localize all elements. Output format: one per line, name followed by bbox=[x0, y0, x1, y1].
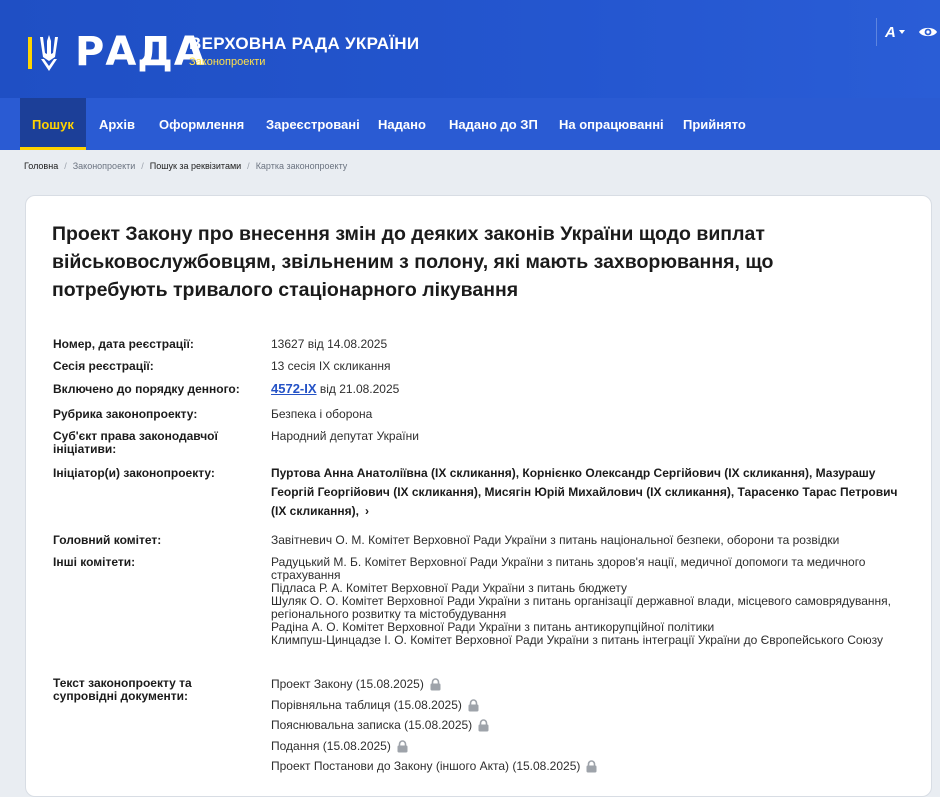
nav-item-processing[interactable]: На опрацюванні bbox=[559, 117, 664, 132]
site-header bbox=[0, 0, 940, 98]
doc-item-resolution[interactable] bbox=[271, 759, 597, 773]
initiators-list: Пуртова Анна Анатоліївна (IX скликання), Корнієнко Олександр Сергійович (IX скликання), Мазурашу Георгій Георгійович (IX скликання), Мисягін Юрій Михайлович (IX скликання), Тарасенко Тарас Петрович (IX скликання), bbox=[271, 466, 898, 518]
main-nav bbox=[0, 98, 940, 150]
font-size-button[interactable] bbox=[876, 18, 914, 46]
committee-item: Радіна А. О. Комітет Верховної Ради України з питань антикорупційної політики bbox=[271, 620, 715, 634]
session-label: Сесія реєстрації: bbox=[53, 359, 154, 373]
nav-item-archive[interactable]: Архів bbox=[99, 117, 135, 132]
lock-icon bbox=[397, 740, 408, 753]
doc-item-explanatory[interactable] bbox=[271, 718, 489, 732]
breadcrumb-current: Картка законопроекту bbox=[255, 161, 348, 171]
session-value: 13 сесія IX скликання bbox=[271, 359, 391, 373]
other-committees-label: Інші комітети: bbox=[53, 555, 136, 569]
breadcrumb-search[interactable]: Пошук за реквізитами bbox=[149, 161, 242, 171]
lock-icon bbox=[478, 719, 489, 732]
bill-title: Проект Закону про внесення змін до деяких законів України щодо виплат військовослужбовцям, звільненим з полону, які мають захворювання, що потребують тривалого стаціонарного лікування bbox=[52, 223, 774, 301]
breadcrumb-bills[interactable]: Законопроекти bbox=[72, 161, 136, 171]
breadcrumb-separator: / bbox=[141, 161, 144, 171]
breadcrumb-separator: / bbox=[64, 161, 67, 171]
main-committee-value: Завітневич О. М. Комітет Верховної Ради України з питань національної безпеки, оборони та розвідки bbox=[271, 533, 840, 547]
lock-icon bbox=[586, 760, 597, 773]
nav-item-submitted-zp[interactable]: Надано до ЗП bbox=[449, 117, 538, 132]
doc-link[interactable]: Проект Закону (15.08.2025) bbox=[271, 677, 424, 691]
main-committee-label: Головний комітет: bbox=[53, 533, 162, 547]
agenda-link[interactable]: 4572-IX bbox=[271, 381, 317, 396]
site-title[interactable]: ВЕРХОВНА РАДА УКРАЇНИ bbox=[189, 34, 420, 53]
initiators-label: Ініціатор(и) законопроекту: bbox=[53, 466, 215, 480]
logo-wordmark[interactable]: РАДА bbox=[75, 29, 206, 75]
reg-value: 13627 від 14.08.2025 bbox=[271, 337, 388, 351]
doc-link[interactable]: Проект Постанови до Закону (іншого Акта) (15.08.2025) bbox=[271, 759, 581, 773]
nav-item-search[interactable]: Пошук bbox=[20, 98, 86, 150]
nav-item-registered[interactable]: Зареєстровані bbox=[266, 117, 360, 132]
committee-item: Підласа Р. А. Комітет Верховної Ради України з питань бюджету bbox=[271, 581, 628, 595]
nav-item-formatting[interactable]: Оформлення bbox=[159, 117, 245, 132]
agenda-date: від 21.08.2025 bbox=[316, 382, 400, 396]
breadcrumb bbox=[24, 161, 347, 171]
doc-link[interactable]: Порівняльна таблиця (15.08.2025) bbox=[271, 698, 462, 712]
doc-item-submission[interactable] bbox=[271, 739, 408, 753]
subject-value: Народний депутат України bbox=[271, 429, 419, 443]
trident-icon[interactable] bbox=[28, 33, 70, 73]
doc-item-comparison[interactable] bbox=[271, 698, 479, 712]
chevron-right-icon[interactable]: › bbox=[365, 504, 370, 518]
other-committees-value bbox=[271, 556, 901, 647]
subject-label: Суб'єкт права законодавчої ініціативи: bbox=[53, 429, 218, 456]
committee-item: Шуляк О. О. Комітет Верховної Ради України з питань організації державної влади, місцевого самоврядування, регіонального розвитку та містобудування bbox=[271, 594, 891, 621]
site-subtitle[interactable]: Законопроекти bbox=[189, 56, 266, 68]
rubric-value: Безпека і оборона bbox=[271, 407, 373, 421]
nav-item-adopted[interactable]: Прийнято bbox=[683, 117, 746, 132]
agenda-value bbox=[271, 382, 911, 396]
doc-item-bill[interactable] bbox=[271, 677, 441, 691]
doc-link[interactable]: Пояснювальна записка (15.08.2025) bbox=[271, 718, 473, 732]
font-size-label: A bbox=[885, 23, 896, 41]
reg-label: Номер, дата реєстрації: bbox=[53, 337, 194, 351]
doc-link[interactable]: Подання (15.08.2025) bbox=[271, 739, 391, 753]
committee-item: Климпуш-Цинцадзе І. О. Комітет Верховної Ради України з питань інтеграції України до Європейського Союзу bbox=[271, 633, 883, 647]
lock-icon bbox=[430, 678, 441, 691]
nav-item-submitted[interactable]: Надано bbox=[378, 117, 426, 132]
lock-icon bbox=[468, 699, 479, 712]
agenda-label: Включено до порядку денного: bbox=[53, 382, 240, 396]
docs-label: Текст законопроекту та супровідні документи: bbox=[53, 676, 192, 703]
eye-icon[interactable] bbox=[918, 22, 938, 42]
committee-item: Радуцький М. Б. Комітет Верховної Ради України з питань здоров'я нації, медичної допомоги та медичного страхування bbox=[271, 555, 866, 582]
breadcrumb-home[interactable]: Головна bbox=[24, 161, 59, 171]
chevron-down-icon bbox=[899, 30, 905, 34]
initiators-value bbox=[271, 464, 911, 521]
breadcrumb-separator: / bbox=[247, 161, 250, 171]
rubric-label: Рубрика законопроекту: bbox=[53, 407, 198, 421]
bill-card bbox=[25, 195, 932, 797]
